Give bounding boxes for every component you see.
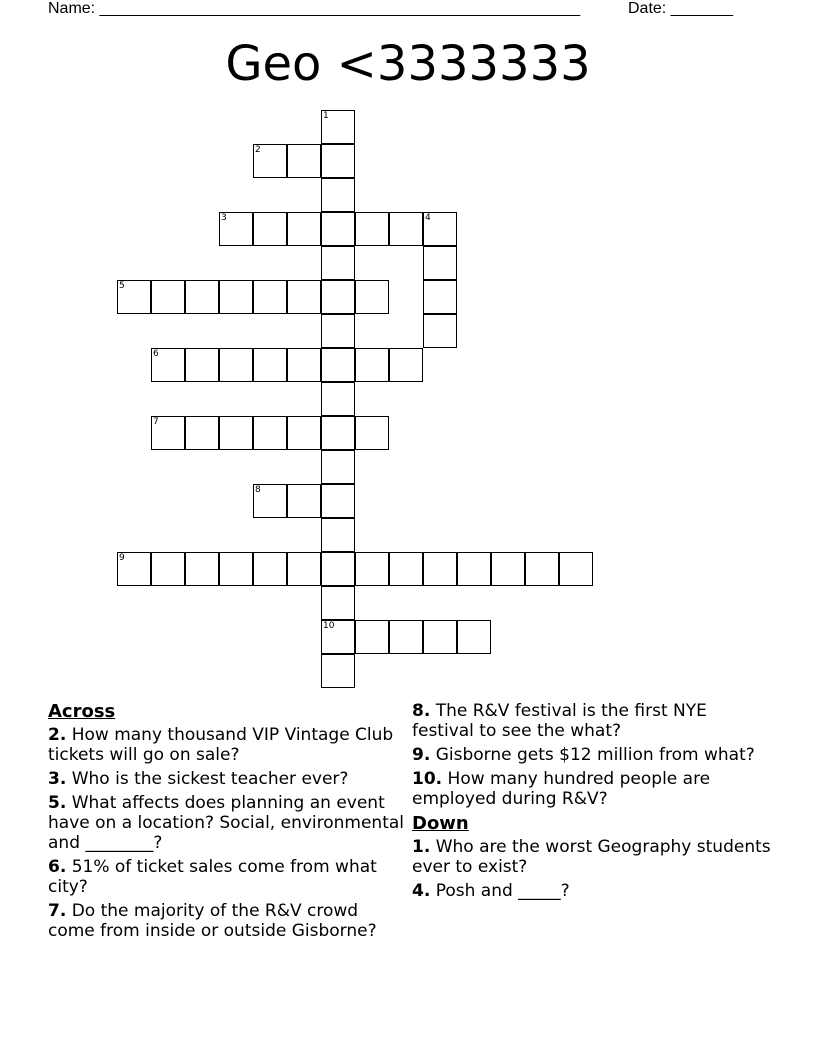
grid-cell[interactable] (219, 552, 253, 586)
grid-cell[interactable] (321, 416, 355, 450)
grid-cell[interactable] (321, 246, 355, 280)
grid-cell[interactable] (321, 654, 355, 688)
grid-cell[interactable] (355, 280, 389, 314)
grid-cell[interactable] (355, 416, 389, 450)
cell-number: 9 (119, 553, 125, 563)
cell-number: 5 (119, 281, 125, 291)
grid-cell[interactable] (525, 552, 559, 586)
clue-number: 7. (48, 901, 67, 921)
clues-column-left (48, 701, 408, 945)
across-heading: Across (48, 701, 116, 722)
cell-number: 1 (323, 111, 329, 121)
grid-cell[interactable] (253, 416, 287, 450)
grid-cell[interactable] (389, 212, 423, 246)
clue-across-9 (412, 745, 772, 765)
grid-cell[interactable] (423, 246, 457, 280)
grid-cell[interactable] (287, 212, 321, 246)
grid-cell[interactable] (389, 348, 423, 382)
clue-number: 6. (48, 857, 67, 877)
grid-cell[interactable] (559, 552, 593, 586)
clue-number: 4. (412, 881, 431, 901)
grid-cell[interactable] (321, 382, 355, 416)
grid-cell[interactable] (321, 450, 355, 484)
grid-cell[interactable] (423, 212, 457, 246)
grid-cell[interactable] (321, 280, 355, 314)
grid-cell[interactable] (355, 620, 389, 654)
grid-cell[interactable] (355, 212, 389, 246)
cell-number: 10 (323, 621, 335, 631)
grid-cell[interactable] (321, 586, 355, 620)
cell-number: 2 (255, 145, 261, 155)
grid-cell[interactable] (253, 280, 287, 314)
clue-number: 2. (48, 725, 67, 745)
grid-cell[interactable] (457, 620, 491, 654)
grid-cell[interactable] (321, 348, 355, 382)
clue-text: Who are the worst Geography students ever to exist? (412, 837, 771, 877)
grid-cell[interactable] (321, 314, 355, 348)
grid-cell[interactable] (253, 348, 287, 382)
grid-cell[interactable] (457, 552, 491, 586)
grid-cell[interactable] (321, 518, 355, 552)
clue-number: 3. (48, 769, 67, 789)
grid-cell[interactable] (389, 620, 423, 654)
grid-cell[interactable] (219, 416, 253, 450)
grid-cell[interactable] (321, 178, 355, 212)
grid-cell[interactable] (355, 552, 389, 586)
clue-across-7 (48, 901, 408, 941)
clue-text: 51% of ticket sales come from what city? (48, 857, 377, 897)
grid-cell[interactable] (423, 280, 457, 314)
grid-cell[interactable] (287, 416, 321, 450)
cell-number: 7 (153, 417, 159, 427)
grid-cell[interactable] (423, 314, 457, 348)
grid-cell[interactable] (287, 484, 321, 518)
cell-number: 4 (425, 213, 431, 223)
grid-cell[interactable] (185, 348, 219, 382)
clue-text: Gisborne gets $12 million from what? (435, 745, 755, 765)
cell-number: 3 (221, 213, 227, 223)
down-heading: Down (412, 813, 469, 834)
clues-column-right (412, 701, 772, 905)
clue-number: 10. (412, 769, 443, 789)
clue-text: How many thousand VIP Vintage Club tickets will go on sale? (48, 725, 394, 765)
name-line: Name: ______________________________________________________ (48, 0, 581, 17)
date-line: Date: _______ (628, 0, 733, 17)
grid-cell[interactable] (185, 280, 219, 314)
clue-across-6 (48, 857, 408, 897)
clue-down-4 (412, 881, 772, 901)
clue-across-8 (412, 701, 772, 741)
grid-cell[interactable] (321, 484, 355, 518)
grid-cell[interactable] (185, 552, 219, 586)
grid-cell[interactable] (253, 212, 287, 246)
grid-cell[interactable] (287, 144, 321, 178)
cell-number: 8 (255, 485, 261, 495)
grid-cell[interactable] (389, 552, 423, 586)
cell-number: 6 (153, 349, 159, 359)
grid-cell[interactable] (117, 552, 151, 586)
clue-text: Posh and _____? (435, 881, 570, 901)
grid-cell[interactable] (287, 552, 321, 586)
clue-across-3 (48, 769, 408, 789)
clue-text: Do the majority of the R&V crowd come from inside or outside Gisborne? (48, 901, 377, 941)
clue-down-1 (412, 837, 772, 877)
clue-text: How many hundred people are employed during R&V? (412, 769, 711, 809)
grid-cell[interactable] (219, 348, 253, 382)
grid-cell[interactable] (423, 620, 457, 654)
grid-cell[interactable] (423, 552, 457, 586)
grid-cell[interactable] (491, 552, 525, 586)
grid-cell[interactable] (253, 552, 287, 586)
clue-text: What affects does planning an event have on a location? Social, environmental and ________? (48, 793, 405, 853)
clue-number: 9. (412, 745, 431, 765)
clue-text: The R&V festival is the first NYE festival to see the what? (412, 701, 707, 741)
grid-cell[interactable] (151, 280, 185, 314)
grid-cell[interactable] (321, 552, 355, 586)
clue-number: 1. (412, 837, 431, 857)
grid-cell[interactable] (321, 620, 355, 654)
clue-across-5 (48, 793, 408, 853)
grid-cell[interactable] (219, 212, 253, 246)
grid-cell[interactable] (321, 110, 355, 144)
grid-cell[interactable] (151, 348, 185, 382)
grid-cell[interactable] (355, 348, 389, 382)
grid-cell[interactable] (151, 416, 185, 450)
grid-cell[interactable] (287, 280, 321, 314)
grid-cell[interactable] (321, 212, 355, 246)
clue-number: 8. (412, 701, 431, 721)
grid-cell[interactable] (219, 280, 253, 314)
clue-number: 5. (48, 793, 67, 813)
grid-cell[interactable] (151, 552, 185, 586)
grid-cell[interactable] (185, 416, 219, 450)
clue-text: Who is the sickest teacher ever? (71, 769, 349, 789)
grid-cell[interactable] (253, 144, 287, 178)
clue-across-10 (412, 769, 772, 809)
grid-cell[interactable] (117, 280, 151, 314)
grid-cell[interactable] (253, 484, 287, 518)
page-title: Geo <3333333 (225, 36, 591, 92)
grid-cell[interactable] (321, 144, 355, 178)
grid-cell[interactable] (287, 348, 321, 382)
clue-across-2 (48, 725, 408, 765)
